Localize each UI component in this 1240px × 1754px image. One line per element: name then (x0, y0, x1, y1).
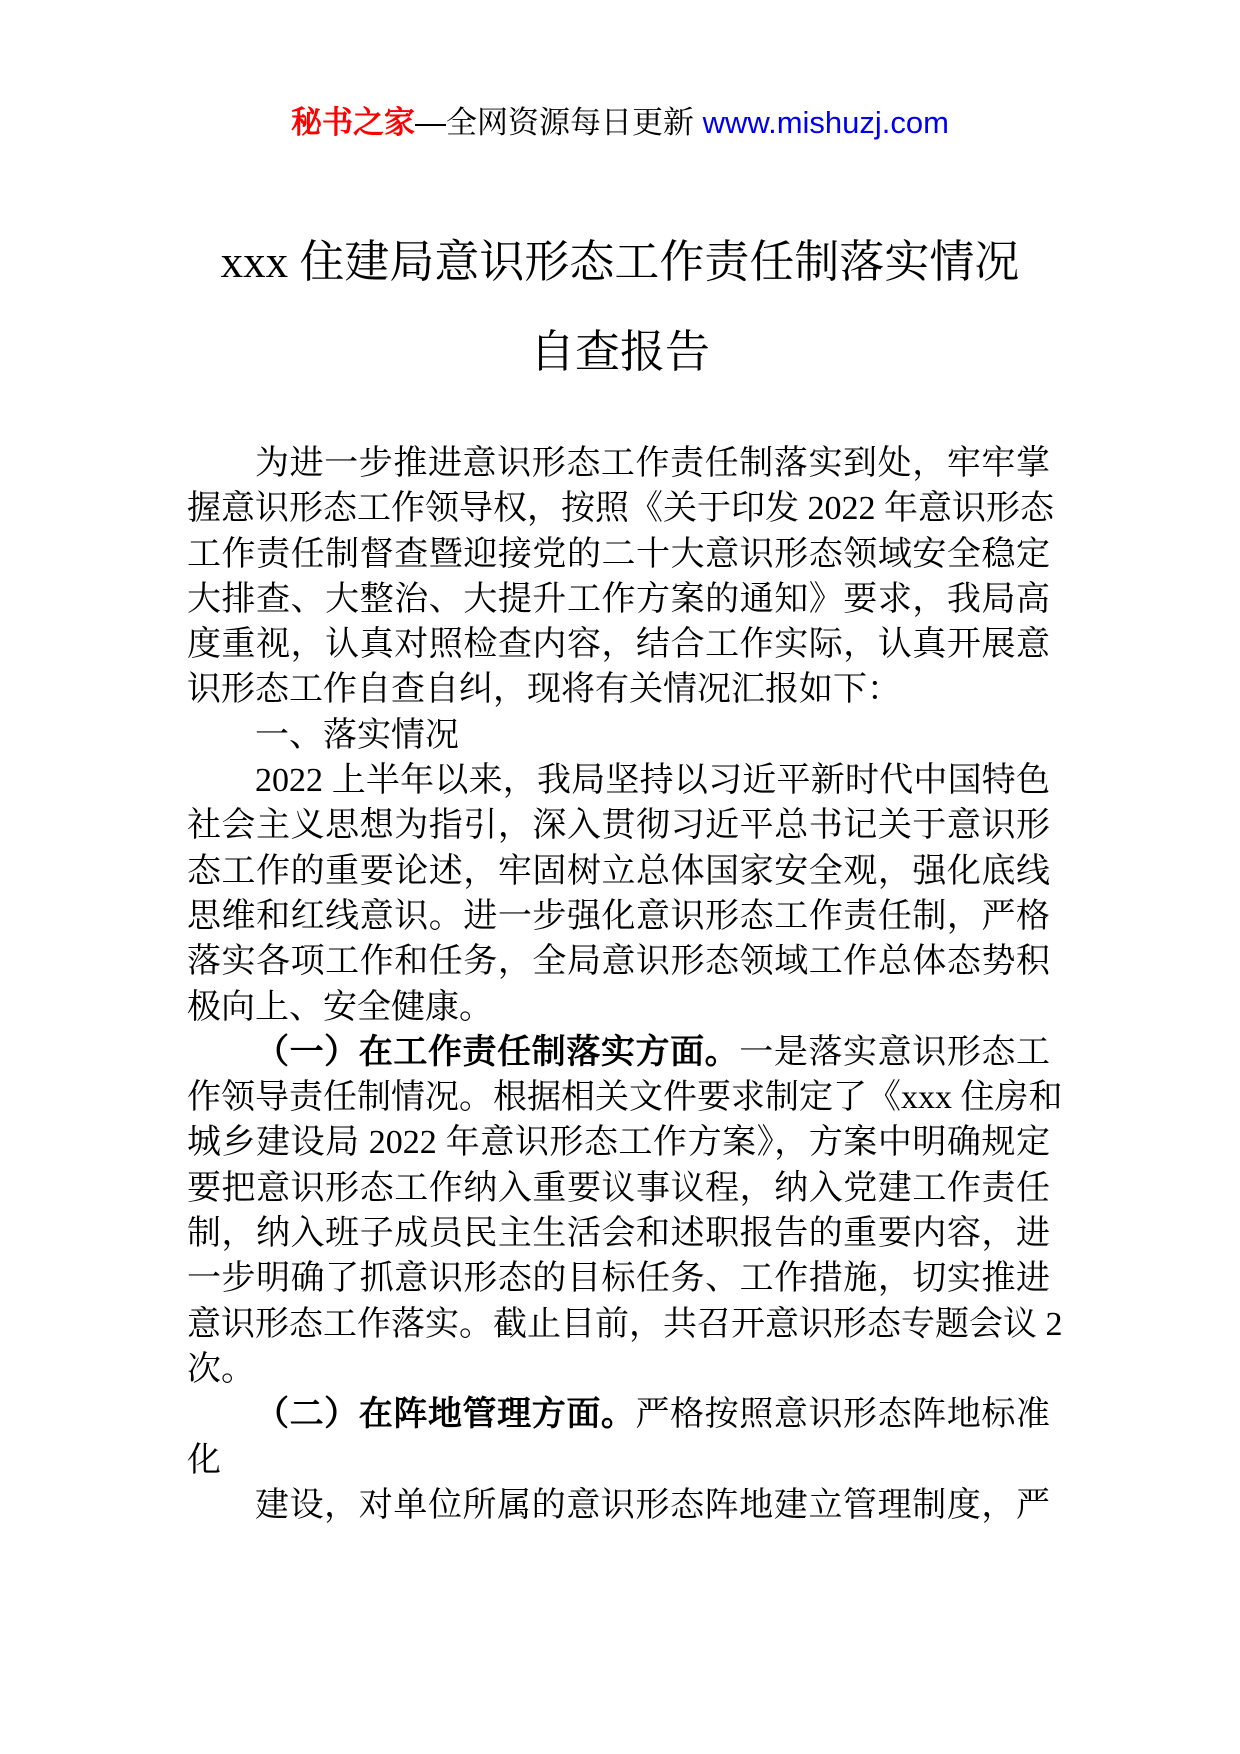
body-line: 工作责任制督查暨迎接党的二十大意识形态领域安全稳定 (187, 535, 1050, 573)
body-line: 社会主义思想为指引，深入贯彻习近平总书记关于意识形 (187, 807, 1050, 845)
site-url-link[interactable]: www.mishuzj.com (702, 105, 949, 140)
subsection-heading: （一）在工作责任制落实方面。 (255, 1033, 740, 1071)
body-line: 化 (187, 1441, 221, 1479)
body-line: 识形态工作自查自纠，现将有关情况汇报如下： (187, 671, 901, 709)
header-tagline: —全网资源每日更新 (415, 105, 703, 140)
body-line: 次。 (187, 1350, 255, 1388)
body-line: 度重视，认真对照检查内容，结合工作实际，认真开展意 (187, 626, 1050, 664)
body-line: 2022 上半年以来，我局坚持以习近平新时代中国特色 (255, 762, 1050, 800)
document-body (187, 441, 1063, 1528)
body-line: 制，纳入班子成员民主生活会和述职报告的重要内容，进 (187, 1215, 1050, 1253)
document-title-line-2: 自查报告 (529, 327, 710, 377)
body-line: 态工作的重要论述，牢固树立总体国家安全观，强化底线 (187, 852, 1050, 890)
body-line: 极向上、安全健康。 (187, 988, 493, 1026)
subsection-line (187, 1392, 1050, 1437)
body-line: 为进一步推进意识形态工作责任制落实到处，牢牢掌 (255, 445, 1050, 482)
body-line: 落实各项工作和任务，全局意识形态领域工作总体态势积 (187, 943, 1050, 981)
site-header-banner (0, 100, 1240, 146)
body-text: 严格按照意识形态阵地标准 (635, 1396, 1050, 1434)
subsection-heading: （二）在阵地管理方面。 (255, 1396, 636, 1434)
body-line: 城乡建设局 2022 年意识形态工作方案》，方案中明确规定 (187, 1124, 1050, 1162)
subsection-line (187, 1030, 1050, 1075)
body-line: 作领导责任制情况。根据相关文件要求制定了《xxx 住房和 (187, 1079, 1063, 1117)
body-line: 一步明确了抓意识形态的目标任务、工作措施，切实推进 (187, 1260, 1050, 1298)
body-text: 一是落实意识形态工 (739, 1033, 1051, 1071)
brand-name: 秘书之家 (291, 105, 416, 140)
document-title-line-1: xxx 住建局意识形态工作责任制落实情况 (220, 237, 1020, 287)
section-heading: 一、落实情况 (255, 716, 459, 754)
body-line: 建设，对单位所属的意识形态阵地建立管理制度，严 (255, 1486, 1050, 1524)
body-line: 思维和红线意识。进一步强化意识形态工作责任制，严格 (187, 897, 1050, 935)
body-line: 要把意识形态工作纳入重要议事议程，纳入党建工作责任 (187, 1169, 1050, 1207)
body-line: 意识形态工作落实。截止目前，共召开意识形态专题会议 2 (187, 1305, 1063, 1343)
body-line: 握意识形态工作领导权，按照《关于印发 2022 年意识形态 (187, 490, 1054, 528)
body-line: 大排查、大整治、大提升工作方案的通知》要求，我局高 (187, 580, 1050, 618)
